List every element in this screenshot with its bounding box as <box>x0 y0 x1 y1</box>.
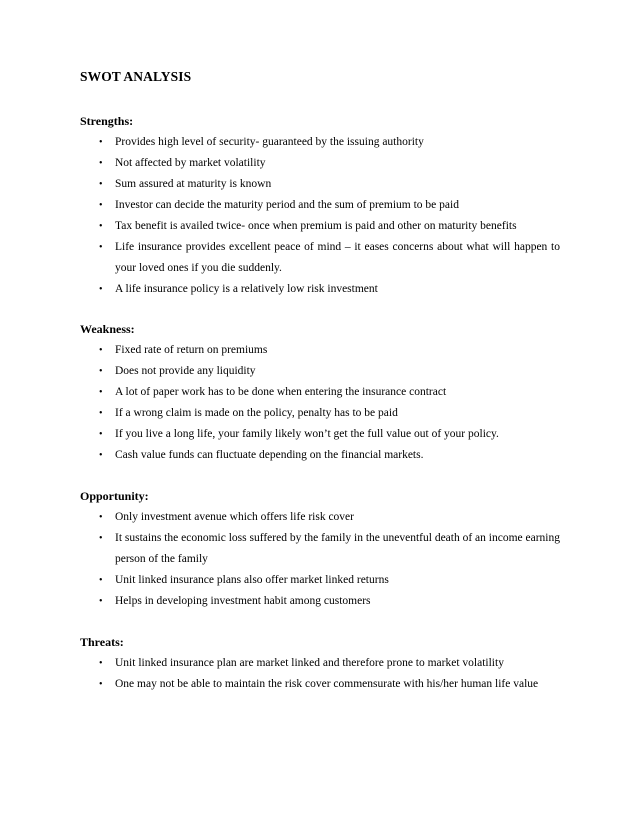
bullet-icon: • <box>99 575 103 586</box>
bullet-icon: • <box>99 137 103 148</box>
list-item: • Provides high level of security- guaranteed by the issuing authority <box>80 132 560 153</box>
list-item: • If you live a long life, your family likely won’t get the full value out of your policy. <box>80 424 560 445</box>
bullet-icon: • <box>99 408 103 419</box>
threats-heading: Threats: <box>80 635 124 649</box>
list-item: • Only investment avenue which offers life risk cover <box>80 507 560 528</box>
opportunity-heading: Opportunity: <box>80 489 149 503</box>
weakness-list <box>80 340 560 466</box>
list-item: • Unit linked insurance plans also offer market linked returns <box>80 570 560 591</box>
bullet-icon: • <box>99 179 103 190</box>
list-item: • Not affected by market volatility <box>80 153 560 174</box>
bullet-icon: • <box>99 387 103 398</box>
bullet-icon: • <box>99 450 103 461</box>
list-item: • A lot of paper work has to be done when entering the insurance contract <box>80 382 560 403</box>
list-item: • Does not provide any liquidity <box>80 361 560 382</box>
weakness-section <box>80 319 560 466</box>
bullet-icon: • <box>99 658 103 669</box>
strengths-heading: Strengths: <box>80 114 134 128</box>
threats-section <box>80 632 560 695</box>
strengths-list <box>80 132 560 300</box>
document-title: SWOT ANALYSIS <box>80 69 192 84</box>
list-item: • One may not be able to maintain the risk cover commensurate with his/her human life value <box>80 674 560 695</box>
threats-list <box>80 653 560 695</box>
bullet-icon: • <box>99 221 103 232</box>
opportunity-list <box>80 507 560 612</box>
bullet-icon: • <box>99 345 103 356</box>
weakness-heading: Weakness: <box>80 322 135 336</box>
list-item: • Life insurance provides excellent peace of mind – it eases concerns about what will happen to your loved ones if you die suddenly. <box>80 237 560 279</box>
strengths-section <box>80 111 560 300</box>
list-item: • Sum assured at maturity is known <box>80 174 560 195</box>
list-item: • Fixed rate of return on premiums <box>80 340 560 361</box>
bullet-icon: • <box>99 242 103 253</box>
list-item: • Unit linked insurance plan are market linked and therefore prone to market volatility <box>80 653 560 674</box>
bullet-icon: • <box>99 679 103 690</box>
list-item: • A life insurance policy is a relatively low risk investment <box>80 279 560 300</box>
list-item: • It sustains the economic loss suffered by the family in the uneventful death of an income earning person of the family <box>80 528 560 570</box>
bullet-icon: • <box>99 200 103 211</box>
list-item: • Tax benefit is availed twice- once when premium is paid and other on maturity benefits <box>80 216 560 237</box>
bullet-icon: • <box>99 429 103 440</box>
bullet-icon: • <box>99 158 103 169</box>
list-item: • If a wrong claim is made on the policy, penalty has to be paid <box>80 403 560 424</box>
bullet-icon: • <box>99 366 103 377</box>
bullet-icon: • <box>99 512 103 523</box>
list-item: • Investor can decide the maturity period and the sum of premium to be paid <box>80 195 560 216</box>
bullet-icon: • <box>99 284 103 295</box>
opportunity-section <box>80 486 560 612</box>
bullet-icon: • <box>99 596 103 607</box>
list-item: • Cash value funds can fluctuate depending on the financial markets. <box>80 445 560 466</box>
list-item: • Helps in developing investment habit among customers <box>80 591 560 612</box>
bullet-icon: • <box>99 533 103 544</box>
